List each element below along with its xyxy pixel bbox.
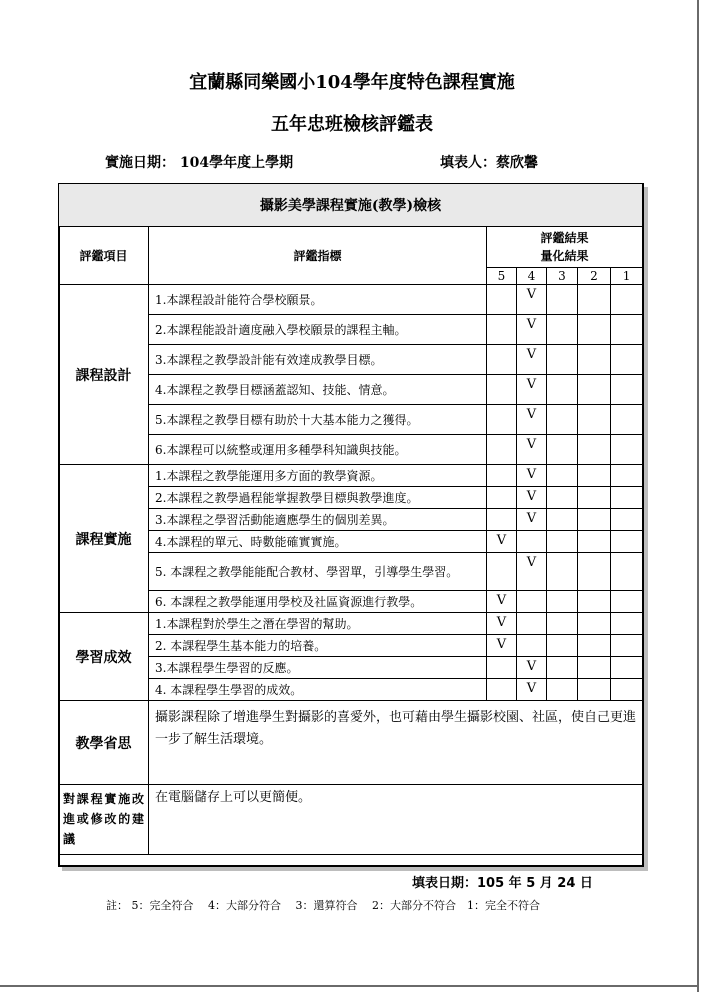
indicator-text: 2. 本課程學生基本能力的培養。 [149,635,487,657]
score-cell-4: V [517,435,547,465]
indicator-text: 5.本課程之教學目標有助於十大基本能力之獲得。 [149,405,487,435]
indicator-text: 2.本課程能設計適度融入學校願景的課程主軸。 [149,315,487,345]
score-cell-3 [547,345,578,375]
indicator-text: 3.本課程之學習活動能適應學生的個別差異。 [149,509,487,531]
score-cell-2 [578,531,611,553]
indicator-text: 6. 本課程之教學能運用學校及社區資源進行教學。 [149,591,487,613]
score-cell-3 [547,509,578,531]
score-cell-4: V [517,657,547,679]
score-cell-5 [487,375,517,405]
indicator-row [59,285,643,315]
score-cell-2 [578,405,611,435]
indicator-row [59,613,643,635]
score-cell-5 [487,553,517,591]
score-cell-1 [611,435,643,465]
score-cell-3 [547,435,578,465]
score-cell-3 [547,315,578,345]
col-item-header: 評鑑項目 [59,227,149,285]
score-cell-1 [611,285,643,315]
suggestion-row [59,785,643,855]
score-cell-4: V [517,509,547,531]
score-cell-3 [547,591,578,613]
score-cell-1 [611,613,643,635]
score-cell-4: V [517,405,547,435]
score-cell-2 [578,487,611,509]
score-cell-3 [547,657,578,679]
score-cell-2 [578,553,611,591]
reflection-text: 攝影課程除了增進學生對攝影的喜愛外，也可藉由學生攝影校園、社區，使自己更進一步了解生活環境。 [149,701,643,785]
score-note: 註： 5：完全符合 4：大部分符合 3：還算符合 2：大部分不符合 1：完全不符合 [106,899,540,912]
score-cell-3 [547,635,578,657]
score-cell-1 [611,657,643,679]
implement-date [105,152,293,172]
reflection-row [59,701,643,785]
score-cell-3 [547,285,578,315]
filler [440,152,538,172]
score-cell-1 [611,635,643,657]
score-cell-5: V [487,591,517,613]
score-cell-3 [547,679,578,701]
score-cell-4 [517,531,547,553]
score-cell-5 [487,657,517,679]
score-cell-1 [611,405,643,435]
score-cell-1 [611,345,643,375]
reflection-label: 教學省思 [59,701,149,785]
score-2: 2 [578,268,611,285]
indicator-text: 2.本課程之教學過程能掌握教學目標與教學進度。 [149,487,487,509]
score-cell-1 [611,679,643,701]
indicator-text: 4.本課程之教學目標涵蓋認知、技能、情意。 [149,375,487,405]
score-cell-4: V [517,679,547,701]
score-cell-5 [487,435,517,465]
score-cell-1 [611,553,643,591]
score-cell-2 [578,285,611,315]
score-cell-4: V [517,345,547,375]
score-cell-5 [487,487,517,509]
score-3: 3 [547,268,578,285]
score-cell-1 [611,315,643,345]
score-cell-2 [578,345,611,375]
table-header: 攝影美學課程實施(教學)檢核 [59,184,643,227]
score-cell-2 [578,465,611,487]
score-cell-2 [578,591,611,613]
score-cell-5 [487,679,517,701]
score-cell-5 [487,465,517,487]
score-cell-4 [517,613,547,635]
indicator-text: 6.本課程可以統整或運用多種學科知識與技能。 [149,435,487,465]
page-edge-bottom [0,985,699,987]
indicator-text: 4.本課程的單元、時數能確實實施。 [149,531,487,553]
score-5: 5 [487,268,517,285]
score-cell-2 [578,679,611,701]
score-cell-2 [578,375,611,405]
score-cell-4: V [517,487,547,509]
suggestion-label: 對課程實施改進或修改的建議 [59,785,149,855]
document-title: 宜蘭縣同樂國小104學年度特色課程實施 [189,72,515,93]
fill-date: 填表日期：105 年 5 月 24 日 [412,876,593,891]
indicator-text: 3.本課程之教學設計能有效達成教學目標。 [149,345,487,375]
implement-date-value: 104學年度上學期 [179,155,294,171]
indicator-row [59,465,643,487]
score-cell-3 [547,531,578,553]
score-cell-2 [578,509,611,531]
score-cell-4: V [517,315,547,345]
score-cell-1 [611,591,643,613]
document-subtitle: 五年忠班檢核評鑑表 [271,114,433,135]
suggestion-text: 在電腦儲存上可以更簡便。 [149,785,643,855]
score-cell-3 [547,487,578,509]
table-header-row [59,184,643,227]
score-cell-3 [547,375,578,405]
score-cell-4: V [517,285,547,315]
score-cell-2 [578,435,611,465]
score-cell-2 [578,613,611,635]
indicator-text: 4. 本課程學生學習的成效。 [149,679,487,701]
score-cell-1 [611,375,643,405]
score-cell-2 [578,635,611,657]
score-cell-5 [487,509,517,531]
score-cell-3 [547,553,578,591]
score-cell-2 [578,315,611,345]
category-label: 課程設計 [59,285,149,465]
quantified-label: 量化結果 [540,249,589,263]
category-label: 課程實施 [59,465,149,613]
score-cell-5: V [487,613,517,635]
indicator-text: 5. 本課程之教學能能配合教材、學習單，引導學生學習。 [149,553,487,591]
score-cell-4: V [517,553,547,591]
score-4: 4 [517,268,547,285]
indicator-text: 3.本課程學生學習的反應。 [149,657,487,679]
score-1: 1 [611,268,643,285]
score-cell-1 [611,487,643,509]
indicator-text: 1.本課程對於學生之潛在學習的幫助。 [149,613,487,635]
score-cell-5 [487,315,517,345]
column-header-row [59,227,643,268]
score-cell-4: V [517,375,547,405]
col-result-header [487,227,643,268]
score-cell-1 [611,465,643,487]
score-cell-5: V [487,635,517,657]
category-label: 學習成效 [59,613,149,701]
score-cell-5 [487,345,517,375]
score-cell-5 [487,405,517,435]
score-cell-5 [487,285,517,315]
score-cell-3 [547,613,578,635]
score-cell-4: V [517,465,547,487]
score-cell-3 [547,465,578,487]
filler-label: 填表人： [440,155,496,171]
evaluation-table [58,183,643,855]
result-label: 評鑑結果 [540,231,589,245]
implement-date-label: 實施日期： [105,155,175,171]
indicator-text: 1.本課程設計能符合學校願景。 [149,285,487,315]
col-indicator-header: 評鑑指標 [149,227,487,285]
score-cell-5: V [487,531,517,553]
indicator-text: 1.本課程之教學能運用多方面的教學資源。 [149,465,487,487]
filler-value: 蔡欣馨 [496,155,538,171]
score-cell-2 [578,657,611,679]
score-cell-1 [611,531,643,553]
score-cell-3 [547,405,578,435]
score-cell-4 [517,635,547,657]
score-cell-4 [517,591,547,613]
page-edge-right [697,0,699,992]
score-cell-1 [611,509,643,531]
